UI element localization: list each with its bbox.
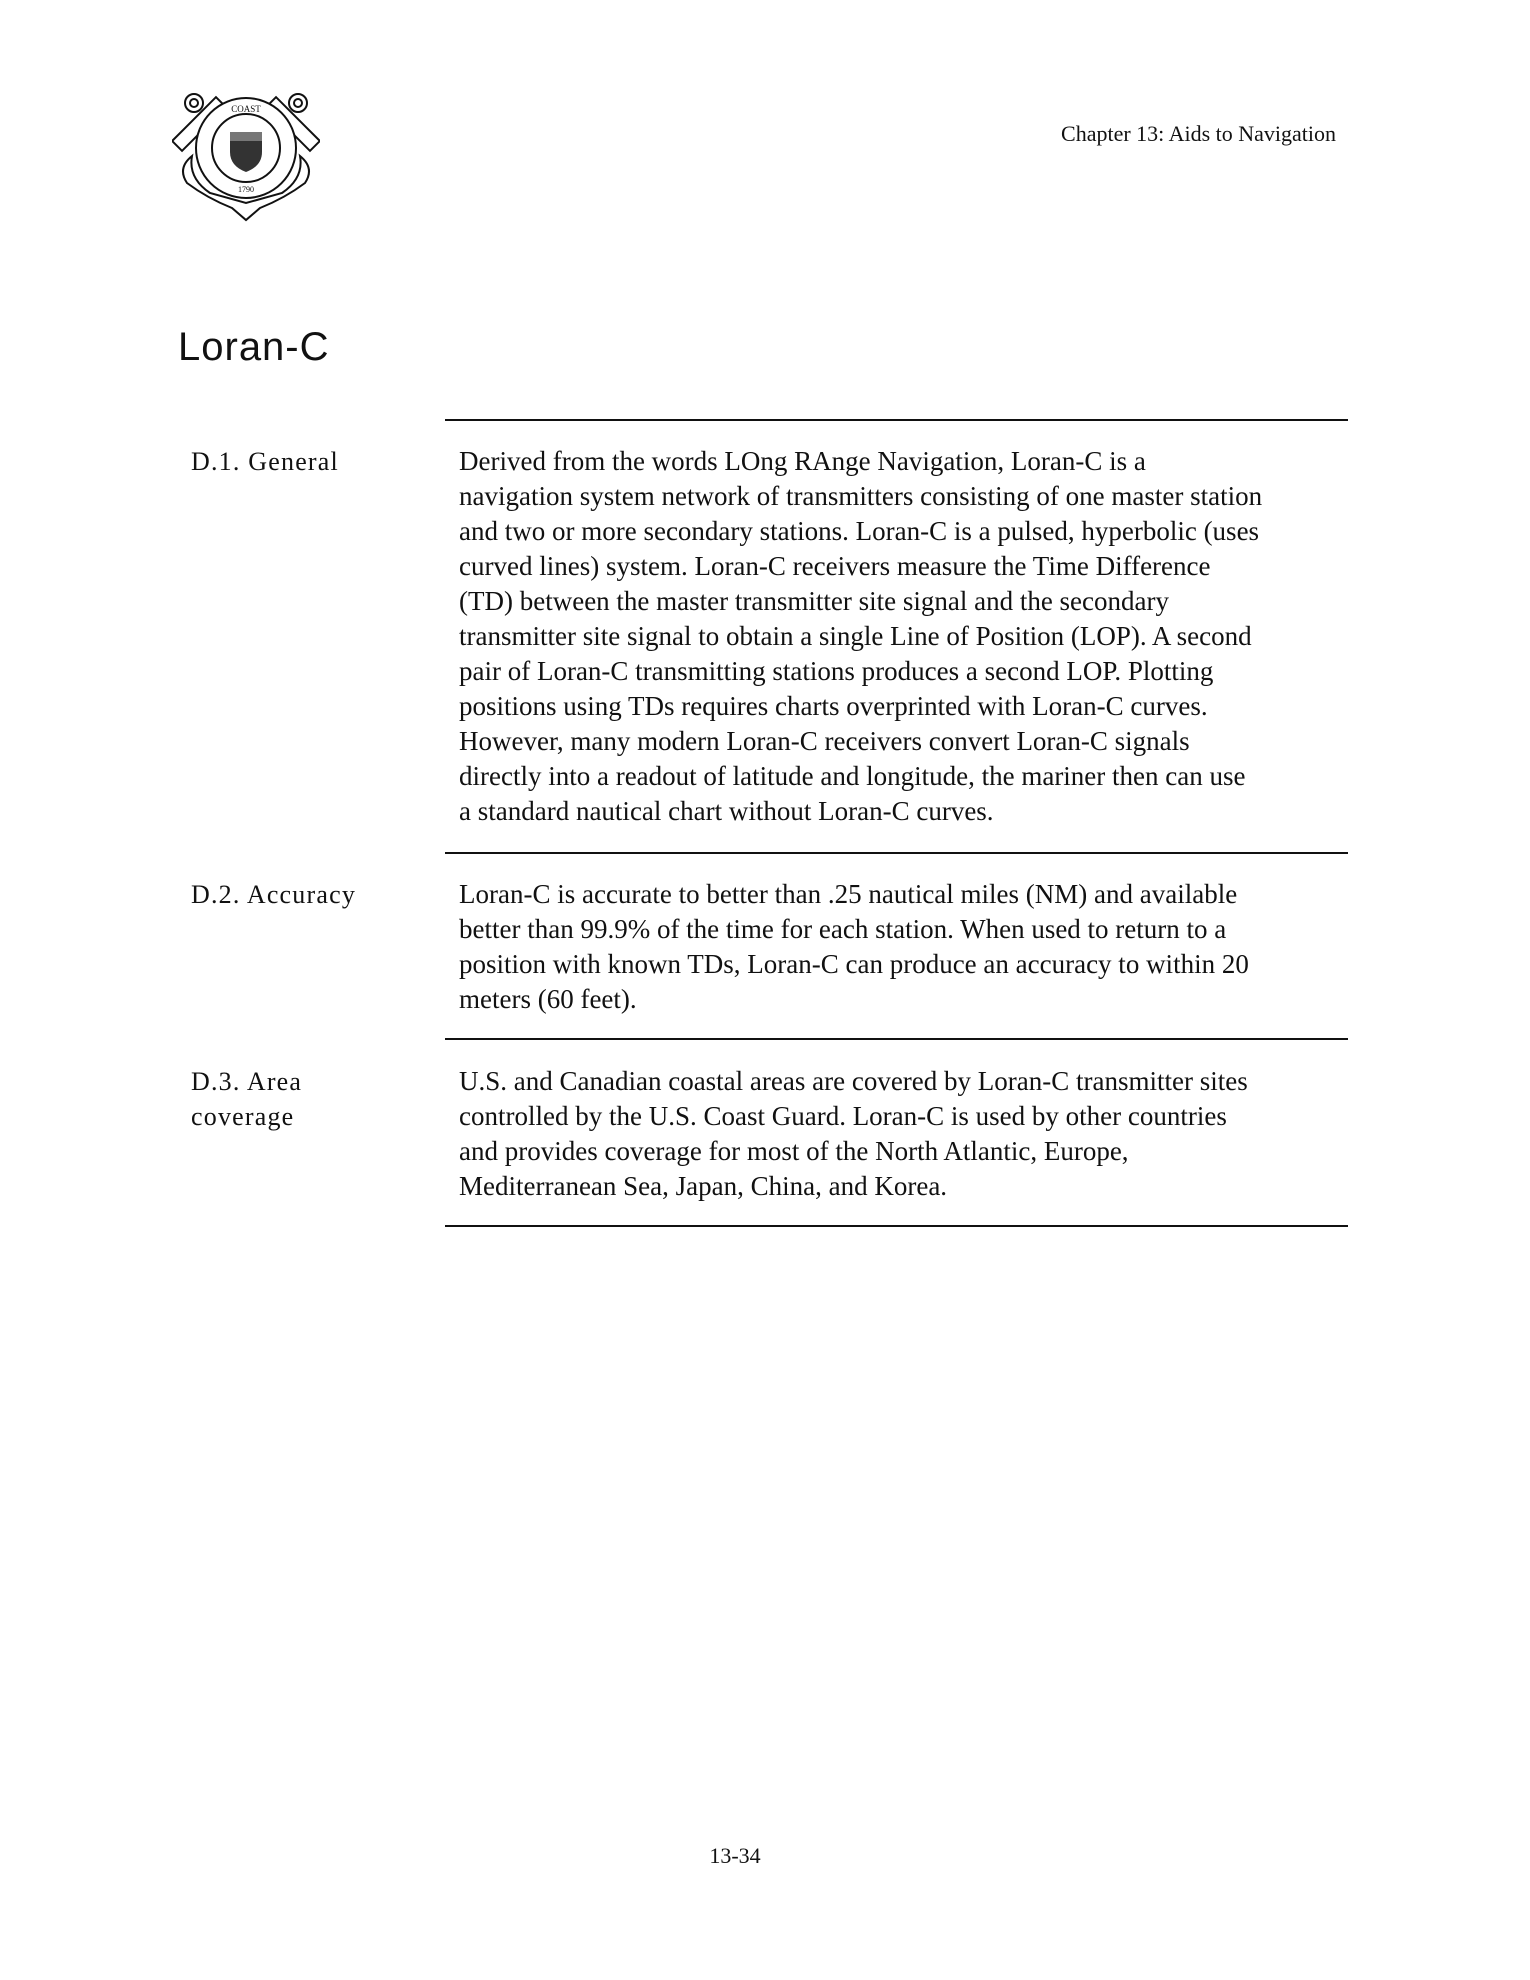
label-line: D.2. Accuracy — [191, 880, 357, 909]
text-line: pair of Loran-C transmitting stations produces a second LOP. Plotting — [459, 656, 1214, 686]
text-line: Mediterranean Sea, Japan, China, and Korea. — [459, 1171, 948, 1201]
section-body-general — [459, 444, 1359, 829]
text-line: controlled by the U.S. Coast Guard. Loran-C is used by other countries — [459, 1101, 1227, 1131]
text-line: Loran-C is accurate to better than .25 nautical miles (NM) and available — [459, 879, 1238, 909]
svg-text:1790: 1790 — [238, 185, 254, 194]
text-line: navigation system network of transmitters consisting of one master station — [459, 481, 1263, 511]
label-line: coverage — [191, 1102, 295, 1131]
section-label-accuracy — [191, 877, 356, 912]
text-line: (TD) between the master transmitter site signal and the secondary — [459, 586, 1170, 616]
text-line: positions using TDs requires charts overprinted with Loran-C curves. — [459, 691, 1208, 721]
coast-guard-seal-logo — [172, 88, 320, 226]
text-line: U.S. and Canadian coastal areas are covered by Loran-C transmitter sites — [459, 1066, 1248, 1096]
page-number: 13-34 — [709, 1843, 761, 1868]
label-line: D.1. General — [191, 447, 339, 476]
section-label-general — [191, 444, 339, 479]
label-line: D.3. Area — [191, 1067, 303, 1096]
divider — [445, 419, 1348, 421]
section-body-accuracy — [459, 877, 1359, 1017]
divider — [445, 1225, 1348, 1227]
text-line: position with known TDs, Loran-C can produce an accuracy to within 20 — [459, 949, 1249, 979]
chapter-header: Chapter 13: Aids to Navigation — [1061, 121, 1336, 146]
text-line: meters (60 feet). — [459, 984, 637, 1014]
text-line: However, many modern Loran-C receivers convert Loran-C signals — [459, 726, 1190, 756]
text-line: directly into a readout of latitude and longitude, the mariner then can use — [459, 761, 1246, 791]
text-line: a standard nautical chart without Loran-C curves. — [459, 796, 994, 826]
section-body-area-coverage — [459, 1064, 1359, 1204]
text-line: curved lines) system. Loran-C receivers measure the Time Difference — [459, 551, 1211, 581]
text-line: transmitter site signal to obtain a single Line of Position (LOP). A second — [459, 621, 1252, 651]
divider — [445, 852, 1348, 854]
section-title: Loran-C — [178, 325, 330, 369]
svg-text:COAST: COAST — [231, 104, 261, 114]
text-line: Derived from the words LOng RAnge Navigation, Loran-C is a — [459, 446, 1146, 476]
section-label-area-coverage — [191, 1064, 302, 1134]
text-line: better than 99.9% of the time for each station. When used to return to a — [459, 914, 1227, 944]
text-line: and two or more secondary stations. Loran-C is a pulsed, hyperbolic (uses — [459, 516, 1260, 546]
divider — [445, 1038, 1348, 1040]
text-line: and provides coverage for most of the North Atlantic, Europe, — [459, 1136, 1129, 1166]
